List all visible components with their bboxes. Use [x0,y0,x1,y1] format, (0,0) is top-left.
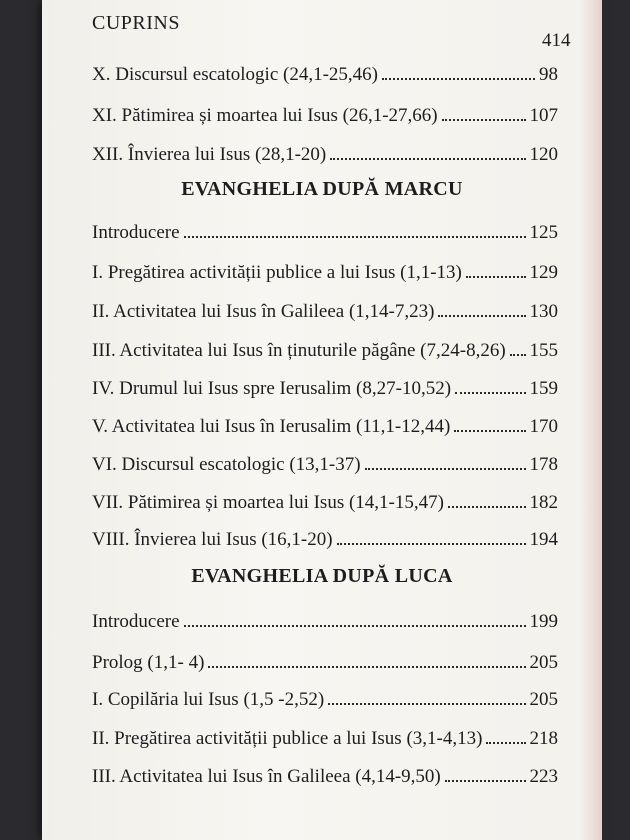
toc-entry [92,762,558,788]
toc-entry [92,607,558,633]
toc-entry-page: 218 [529,728,558,749]
toc-entry-page: 199 [529,611,558,632]
toc-entry-label: IV. Drumul lui Isus spre Ierusalim (8,27-10,52) [92,378,452,399]
toc-entry-page: 159 [529,378,558,399]
leader-dots [330,158,525,160]
toc-entry-label: I. Copilăria lui Isus (1,5 -2,52) [92,689,325,710]
book-page [42,0,602,840]
section-heading-luca: EVANGHELIA DUPĂ LUCA [191,565,453,587]
leader-dots [208,666,525,668]
leader-dots [365,468,526,470]
leader-dots [445,780,526,782]
toc-entry [92,374,558,400]
leader-dots [448,506,526,508]
toc-entry-page: 182 [529,492,558,513]
toc-entry-page: 205 [529,652,558,673]
toc-entry-page: 107 [529,105,558,126]
toc-entry [92,685,558,711]
toc-entry-page: 194 [529,529,558,550]
page-number: 414 [542,30,571,51]
leader-dots [466,276,526,278]
toc-entry [92,525,558,551]
section-heading-marcu: EVANGHELIA DUPĂ MARCU [181,178,463,200]
toc-entry-page: 129 [529,262,558,283]
toc-entry [92,297,558,323]
toc-entry-label: III. Activitatea lui Isus în ținuturile păgâne (7,24-8,26) [92,340,506,361]
toc-entry [92,258,558,284]
leader-dots [184,625,526,627]
toc-entry-label: XI. Pătimirea și moartea lui Isus (26,1-27,66) [92,105,438,126]
leader-dots [382,78,535,80]
leader-dots [438,315,525,317]
leader-dots [454,430,525,432]
leader-dots [510,354,526,356]
toc-entry-label: V. Activitatea lui Isus în Ierusalim (11,1-12,44) [92,416,451,437]
toc-entry-label: VIII. Învierea lui Isus (16,1-20) [92,529,333,550]
toc-entry [92,101,558,127]
toc-entry-label: VII. Pătimirea și moartea lui Isus (14,1-15,47) [92,492,444,513]
leader-dots [184,236,526,238]
toc-entry [92,412,558,438]
toc-entry-label: II. Pregătirea activității publice a lui Isus (3,1-4,13) [92,728,483,749]
toc-entry-page: 130 [529,301,558,322]
toc-entry [92,648,558,674]
toc-entry-page: 170 [529,416,558,437]
toc-entry [92,488,558,514]
toc-entry [92,60,558,86]
toc-entry-page: 98 [539,64,558,85]
toc-entry-page: 223 [529,766,558,787]
toc-entry-label: Introducere [92,222,180,243]
leader-dots [442,119,526,121]
toc-entry [92,450,558,476]
toc-entry [92,218,558,244]
leader-dots [486,742,525,744]
toc-entry-label: VI. Discursul escatologic (13,1-37) [92,454,361,475]
toc-entry-label: Introducere [92,611,180,632]
toc-entry-label: X. Discursul escatologic (24,1-25,46) [92,64,378,85]
toc-entry [92,724,558,750]
running-head: CUPRINS [92,12,180,34]
toc-entry-label: I. Pregătirea activității publice a lui Isus (1,1-13) [92,262,462,283]
toc-entry-label: II. Activitatea lui Isus în Galileea (1,14-7,23) [92,301,435,322]
leader-dots [328,703,525,705]
toc-entry-page: 155 [529,340,558,361]
leader-dots [455,392,525,394]
toc-entry-page: 178 [529,454,558,475]
toc-entry [92,336,558,362]
toc-entry-page: 125 [529,222,558,243]
toc-entry-label: XII. Învierea lui Isus (28,1-20) [92,144,327,165]
toc-entry-page: 120 [529,144,558,165]
toc-entry-page: 205 [529,689,558,710]
leader-dots [337,543,526,545]
toc-entry-label: Prolog (1,1- 4) [92,652,205,673]
toc-entry [92,140,558,166]
toc-entry-label: III. Activitatea lui Isus în Galileea (4,14-9,50) [92,766,441,787]
